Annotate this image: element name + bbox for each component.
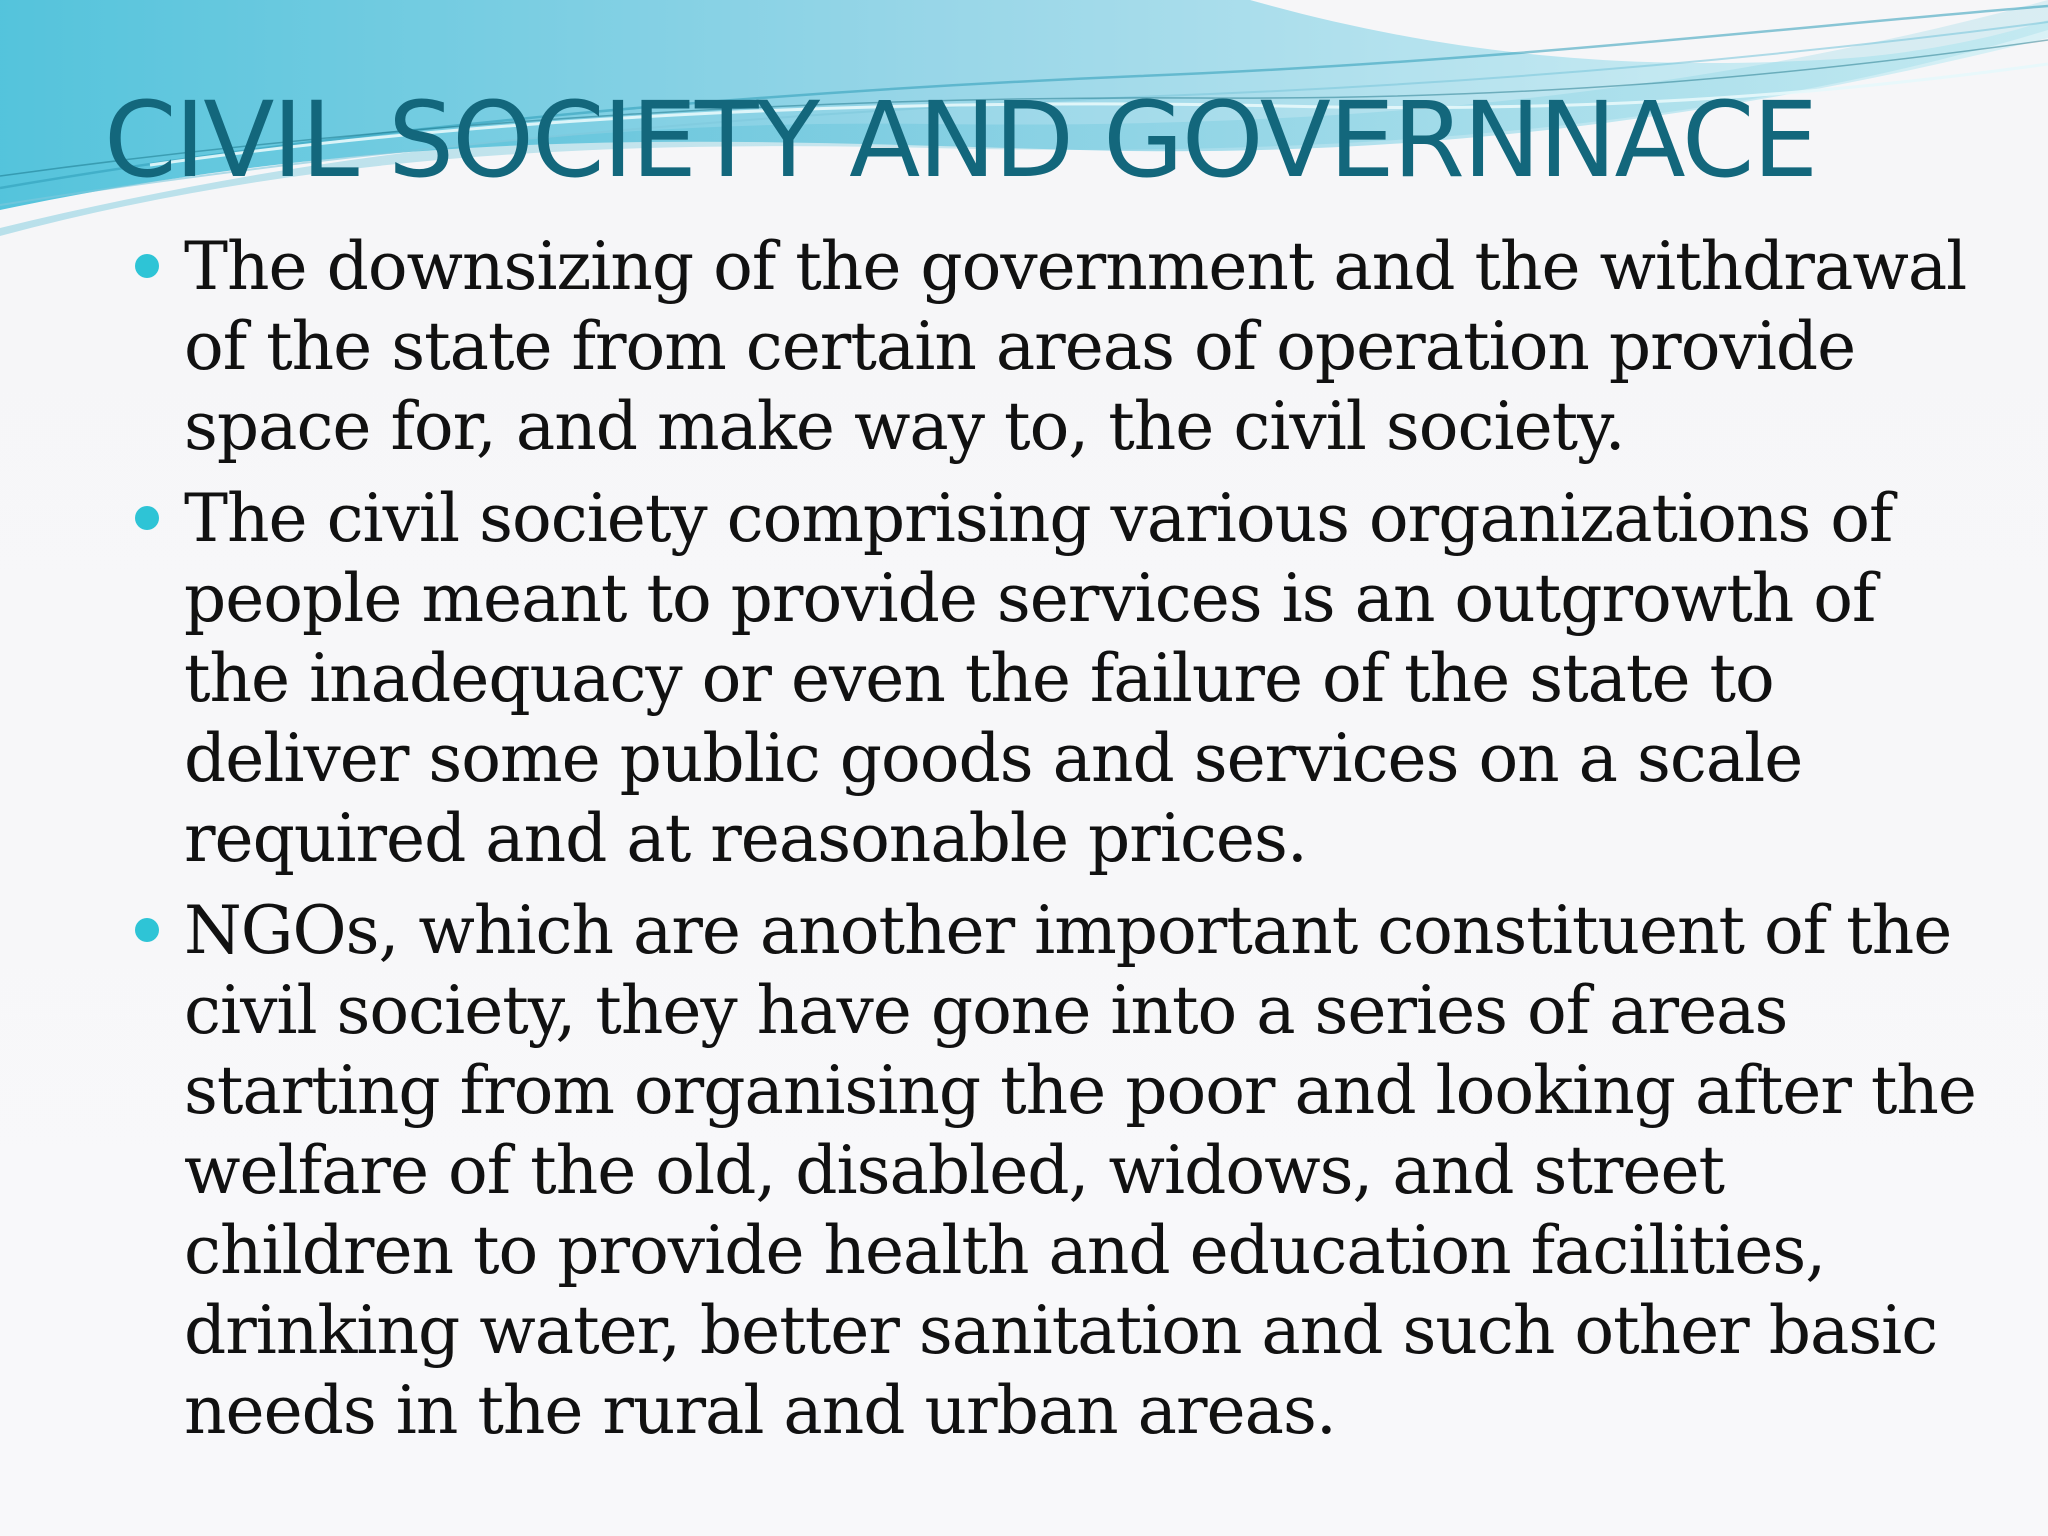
bullet-item <box>184 479 1984 879</box>
bullet-item <box>184 227 1984 467</box>
bullet-dot-icon <box>135 506 159 530</box>
slide-title: CIVIL SOCIETY AND GOVERNNACE <box>104 79 1817 201</box>
bullet-list <box>184 227 1984 1463</box>
bullet-dot-icon <box>135 918 159 942</box>
bullet-text: The civil society comprising various organizations of people meant to provide services is an outgrowth of the inadequacy or even the failure of the state to deliver some public goods and services on a scale required and at reasonable prices. <box>184 480 1893 877</box>
bullet-text: The downsizing of the government and the withdrawal of the state from certain areas of operation provide space for, and make way to, the civil society. <box>184 228 1967 465</box>
bullet-dot-icon <box>135 254 159 278</box>
bullet-item <box>184 891 1984 1451</box>
bullet-text: NGOs, which are another important constituent of the civil society, they have gone into a series of areas starting from organising the poor and looking after the welfare of the old, disabled, widows, and street children to provide health and education facilities, drinking water, better sanitation and such other basic needs in the rural and urban areas. <box>184 892 1976 1449</box>
